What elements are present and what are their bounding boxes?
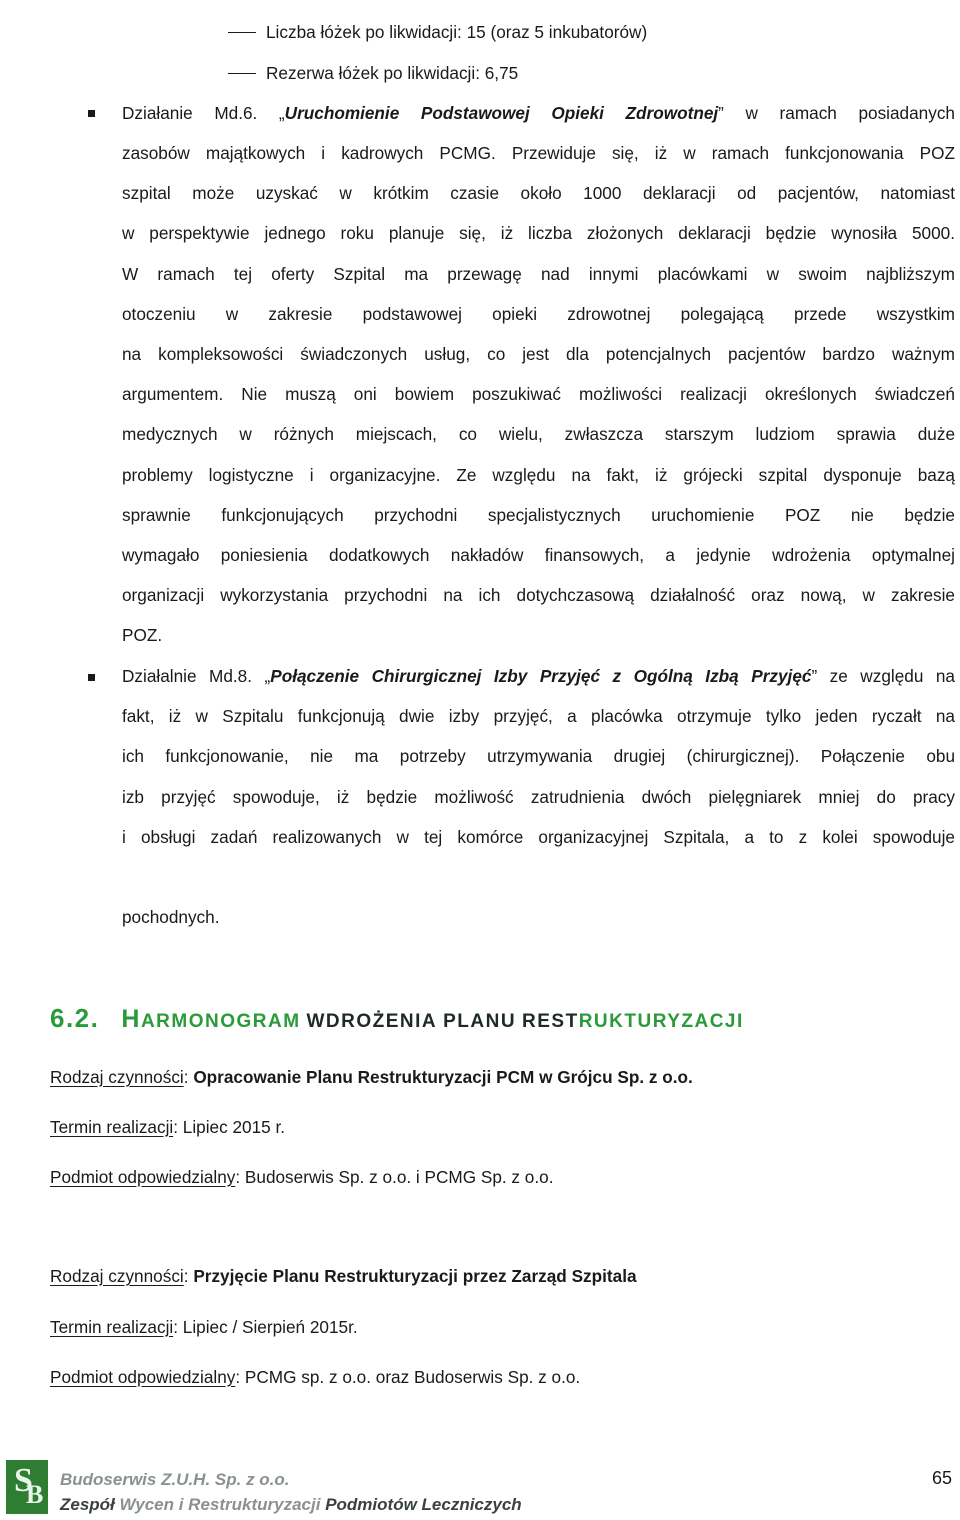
section-number: 6.2. bbox=[50, 1003, 100, 1033]
responsible-row: Podmiot odpowiedzialny: Budoserwis Sp. z o.o. i PCMG Sp. z o.o. bbox=[50, 1167, 554, 1187]
action-title: Uruchomienie Podstawowej Opieki Zdrowotnej bbox=[284, 103, 719, 123]
paragraph-line: szpital może uzyskać w krótkim czasie około 1000 deklaracji od pacjentów, natomiast bbox=[122, 183, 955, 203]
paragraph-line: organizacji wykorzystania przychodni na ich dotychczasową działalność oraz nową, w zakresie bbox=[122, 585, 955, 605]
paragraph-line: medycznych w różnych miejscach, co wielu, zwłaszcza starszym ludziom sprawia duże bbox=[122, 424, 955, 444]
paragraph-line: na kompleksowości świadczonych usług, co jest dla potencjalnych pacjentów bardzo ważnym bbox=[122, 344, 955, 364]
list-item: Liczba łóżek po likwidacji: 15 (oraz 5 inkubatorów) bbox=[266, 22, 648, 42]
activity-row: Rodzaj czynności: Opracowanie Planu Restrukturyzacji PCM w Grójcu Sp. z o.o. bbox=[50, 1067, 693, 1087]
footer-team: Zespół Wycen i Restrukturyzacji Podmiotów Leczniczych bbox=[60, 1495, 522, 1514]
paragraph-line: problemy logistyczne i organizacyjne. Ze względu na fakt, iż grójecki szpital dysponuje bazą bbox=[122, 465, 955, 485]
paragraph-line: POZ. bbox=[122, 625, 163, 645]
dash-marker bbox=[228, 32, 256, 33]
activity-row: Rodzaj czynności: Przyjęcie Planu Restrukturyzacji przez Zarząd Szpitala bbox=[50, 1266, 637, 1286]
paragraph-line: otoczeniu w zakresie podstawowej opieki zdrowotnej polegającą przede wszystkim bbox=[122, 304, 955, 324]
paragraph-line: W ramach tej oferty Szpital ma przewagę nad innymi placówkami w swoim najbliższym bbox=[122, 264, 955, 284]
responsible-row: Podmiot odpowiedzialny: PCMG sp. z o.o. oraz Budoserwis Sp. z o.o. bbox=[50, 1367, 581, 1387]
paragraph-line: pochodnych. bbox=[122, 907, 220, 927]
term-row: Termin realizacji: Lipiec / Sierpień 2015r. bbox=[50, 1317, 358, 1337]
footer-company: Budoserwis Z.U.H. Sp. z o.o. bbox=[60, 1470, 290, 1489]
page-number: 65 bbox=[932, 1468, 953, 1488]
dash-marker bbox=[228, 73, 256, 74]
list-item: Rezerwa łóżek po likwidacji: 6,75 bbox=[266, 63, 519, 83]
paragraph-line: Działanie Md.6. „Uruchomienie Podstawowej Opieki Zdrowotnej” w ramach posiadanych bbox=[122, 103, 955, 123]
paragraph-line: ich funkcjonowanie, nie ma potrzeby utrzymywania drugiej (chirurgicznej). Połączenie obu bbox=[122, 746, 955, 766]
bullet-square-icon bbox=[88, 110, 95, 117]
paragraph-line: i obsługi zadań realizowanych w tej komórce organizacyjnej Szpitala, a to z kolei spowoduje bbox=[122, 827, 955, 847]
bullet-square-icon bbox=[88, 674, 95, 681]
paragraph-line: sprawnie funkcjonujących przychodni specjalistycznych uruchomienie POZ nie będzie bbox=[122, 505, 955, 525]
action-title: Połączenie Chirurgicznej Izby Przyjęć z Ogólną Izbą Przyjęć bbox=[270, 666, 812, 686]
paragraph-line: zasobów majątkowych i kadrowych PCMG. Przewiduje się, iż w ramach funkcjonowania POZ bbox=[122, 143, 955, 163]
section-heading: 6.2. HARMONOGRAM WDROŻENIA PLANU RESTRUKTURYZACJI bbox=[50, 1003, 744, 1033]
paragraph-line: fakt, iż w Szpitalu funkcjonują dwie izby przyjęć, a placówka otrzymuje tylko jeden ryczałt na bbox=[122, 706, 955, 726]
term-row: Termin realizacji: Lipiec 2015 r. bbox=[50, 1117, 286, 1137]
paragraph-line: izb przyjęć spowoduje, iż będzie możliwość zatrudnienia dwóch pielęgniarek mniej do pracy bbox=[122, 787, 955, 807]
paragraph-line: Działalnie Md.8. „Połączenie Chirurgicznej Izby Przyjęć z Ogólną Izbą Przyjęć” ze względu na bbox=[122, 666, 955, 686]
paragraph-line: wymagało poniesienia dodatkowych nakładów finansowych, a jedynie wdrożenia optymalnej bbox=[122, 545, 955, 565]
paragraph-line: w perspektywie jednego roku planuje się, iż liczba złożonych deklaracji będzie wynosiła 5000. bbox=[122, 223, 955, 243]
company-logo: S B bbox=[6, 1460, 48, 1514]
paragraph-line: argumentem. Nie muszą oni bowiem poszukiwać możliwości realizacji określonych świadczeń bbox=[122, 384, 955, 404]
